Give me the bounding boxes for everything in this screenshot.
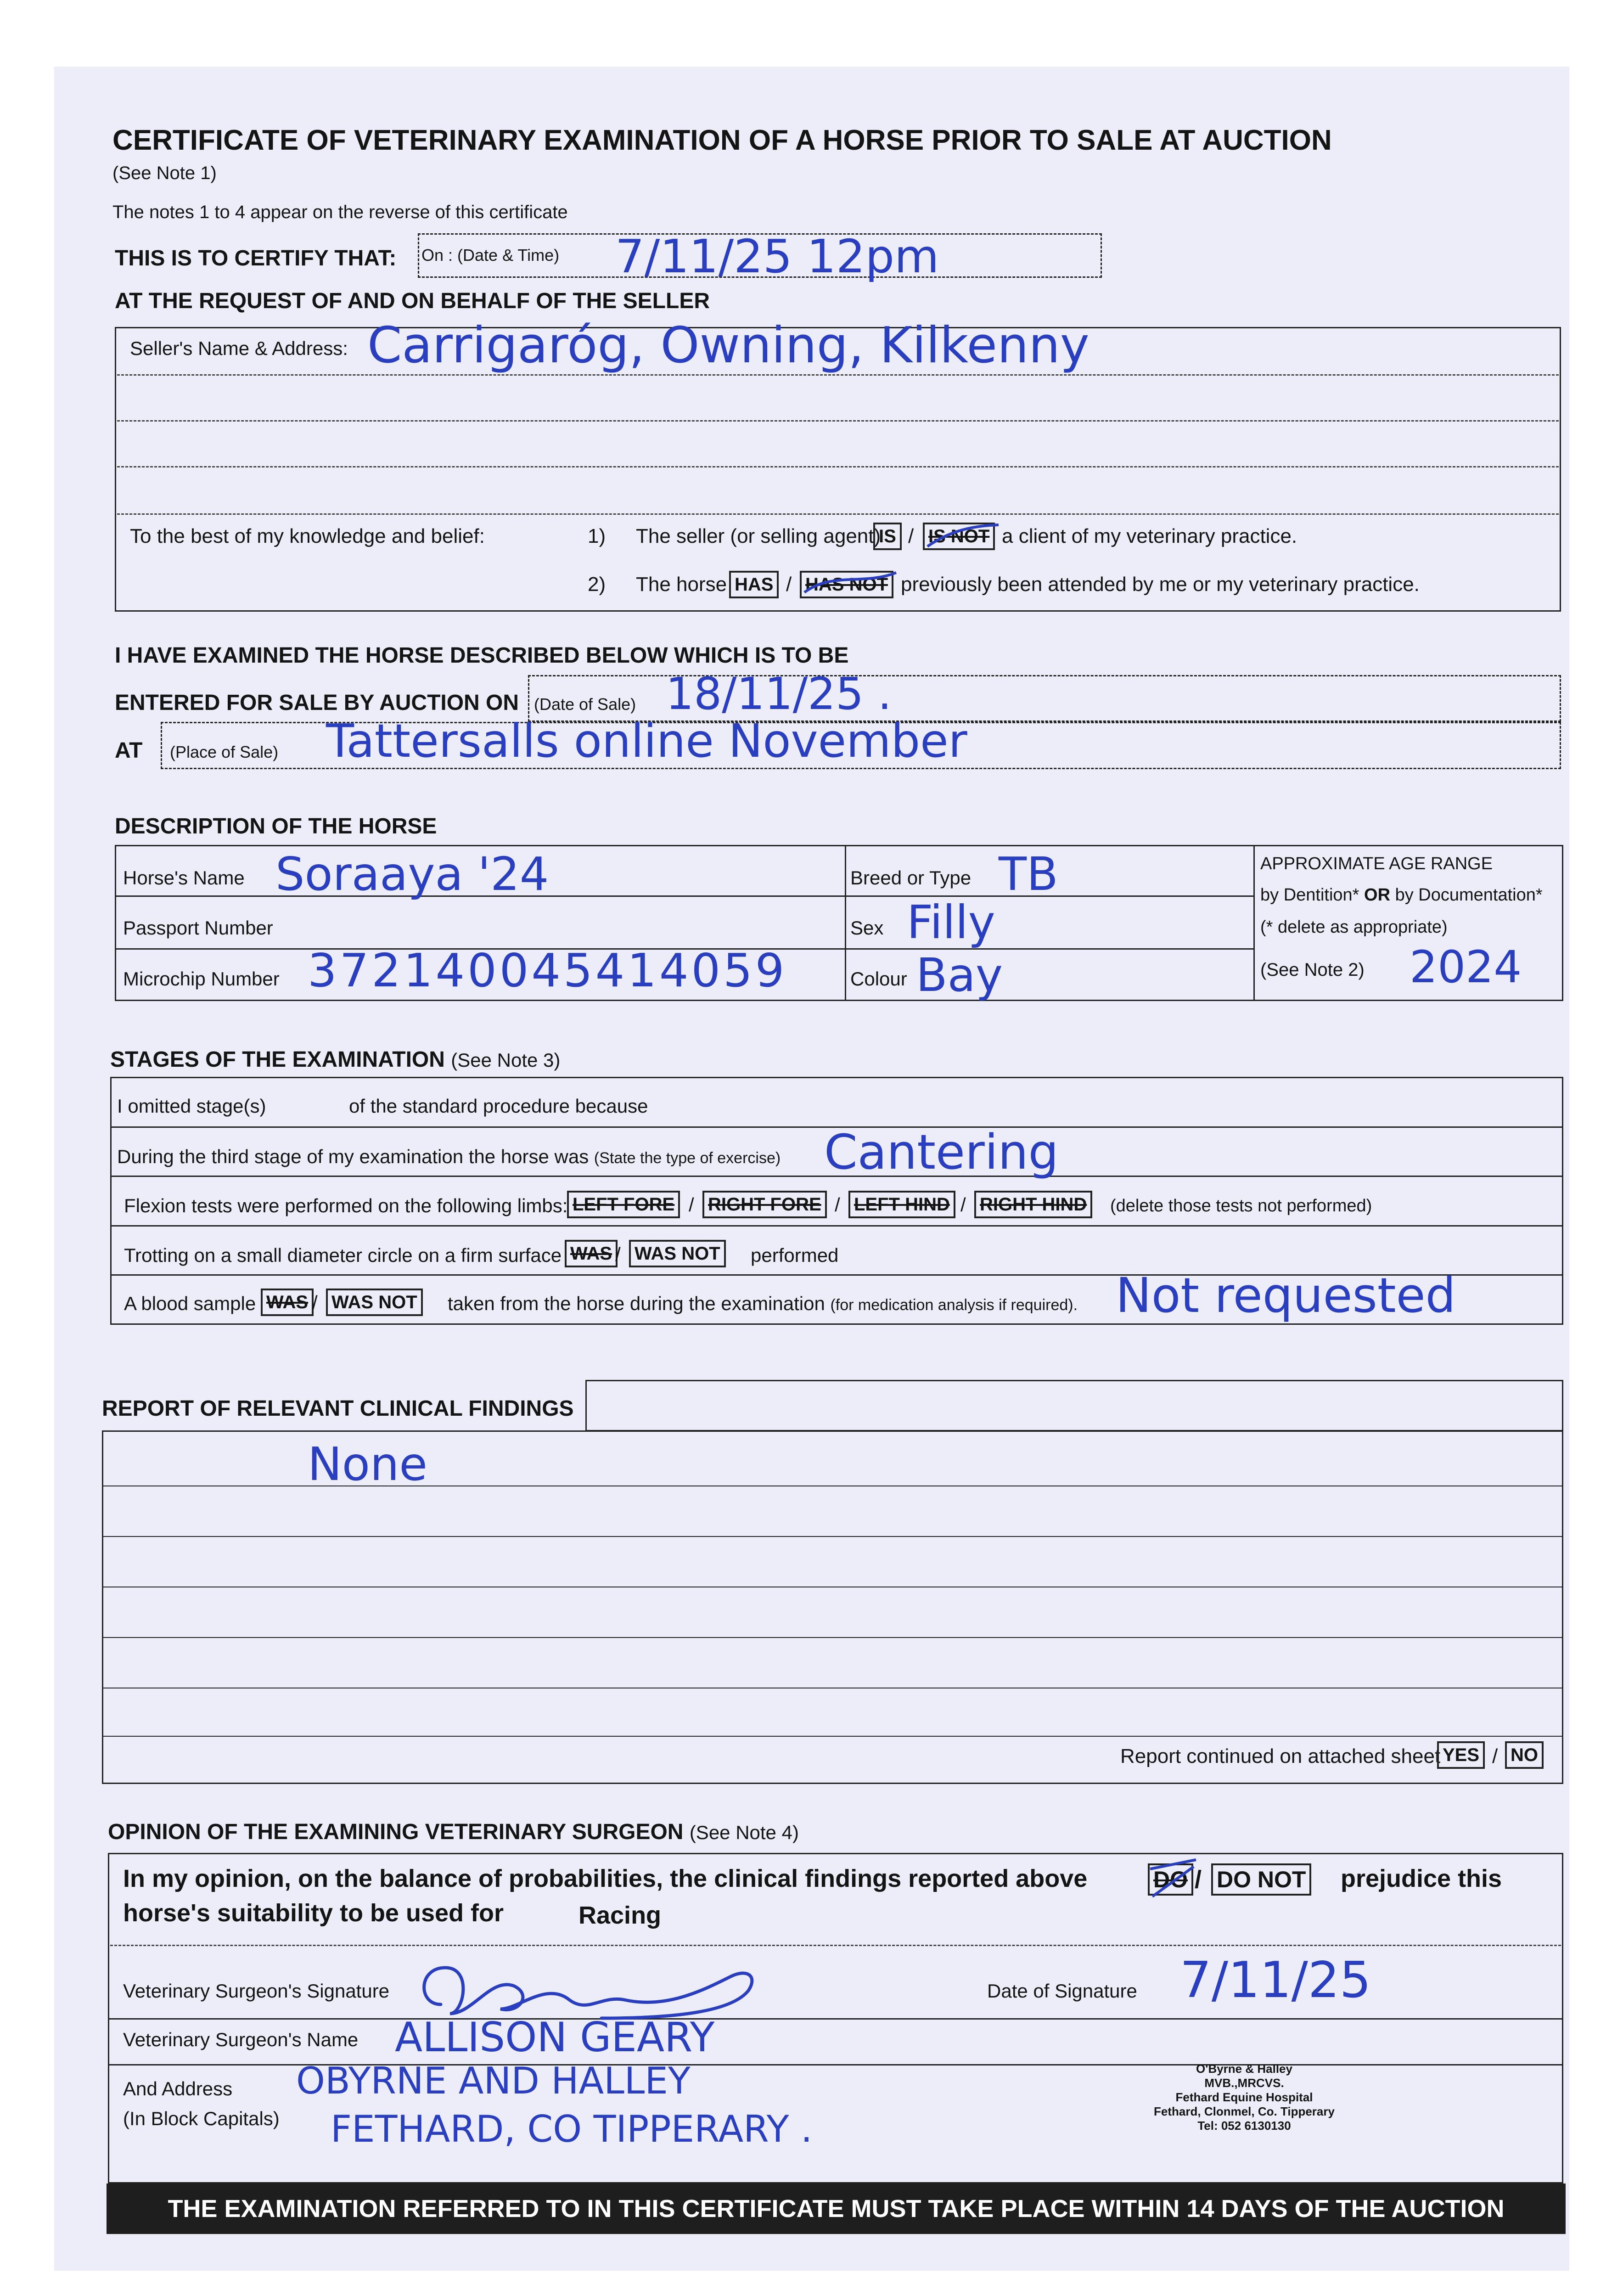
certify-label: THIS IS TO CERTIFY THAT: (115, 246, 397, 270)
report-heading-field (585, 1380, 1563, 1431)
flexion-label: Flexion tests were performed on the following limbs: (124, 1195, 568, 1216)
horse-has-not-option[interactable]: HAS NOT (800, 571, 893, 598)
item1-text: The seller (or selling agent) (636, 525, 881, 547)
sale-date-label: (Date of Sale) (534, 695, 636, 714)
age-see-note: (See Note 2) (1260, 960, 1365, 980)
see-note-1: (See Note 1) (112, 163, 217, 183)
colour-label: Colour (850, 968, 907, 990)
stamp-line-4: Fethard, Clonmel, Co. Tipperary (1154, 2105, 1335, 2118)
client-is-option[interactable]: IS (873, 523, 902, 550)
report-line-6 (102, 1736, 1563, 1737)
omitted-label: I omitted stage(s) (117, 1095, 266, 1117)
opinion-separator: / (1195, 1866, 1202, 1893)
date-signature-value[interactable]: 7/11/25 (1180, 1952, 1371, 2009)
continued-yes-option[interactable]: YES (1437, 1741, 1485, 1769)
item1-number: 1) (588, 525, 606, 547)
continued-no-option[interactable]: NO (1505, 1741, 1544, 1769)
item2-separator: / (786, 573, 792, 596)
stamp-line-5: Tel: 052 6130130 (1197, 2119, 1291, 2133)
seller-line-1 (117, 374, 1559, 376)
limb-left-hind[interactable]: LEFT HIND (848, 1191, 955, 1218)
entered-label: ENTERED FOR SALE BY AUCTION ON (115, 691, 519, 715)
at-label: AT (115, 738, 143, 763)
date-time-value: 7/11/25 12pm (615, 230, 939, 283)
breed-value[interactable]: TB (999, 847, 1058, 901)
item1-tail: a client of my veterinary practice. (1002, 525, 1297, 547)
sale-date-value: 18/11/25 . (666, 668, 892, 720)
sale-heading: I HAVE EXAMINED THE HORSE DESCRIBED BELOW WHICH IS TO BE (115, 643, 849, 668)
item2-number: 2) (588, 573, 606, 596)
report-line-2 (102, 1536, 1563, 1537)
report-line-4 (102, 1637, 1563, 1638)
description-heading: DESCRIPTION OF THE HORSE (115, 814, 437, 838)
opinion-dash-line (110, 1945, 1561, 1946)
seller-address-value[interactable]: Carrigaróg, Owning, Kilkenny (367, 317, 1089, 374)
trot-was-not-option[interactable]: WAS NOT (629, 1240, 726, 1267)
practice-stamp (1148, 2062, 1341, 2133)
seller-line-4 (117, 513, 1559, 515)
microchip-label: Microchip Number (123, 968, 280, 990)
address-label-2: (In Block Capitals) (123, 2108, 280, 2129)
address-line-1[interactable]: OBYRNE AND HALLEY (296, 2060, 691, 2102)
omitted-tail: of the standard procedure because (349, 1095, 648, 1117)
limb-right-hind[interactable]: RIGHT HIND (974, 1191, 1092, 1218)
trot-separator: / (615, 1244, 621, 1265)
blood-was-option[interactable]: WAS (261, 1289, 314, 1316)
sex-value[interactable]: Filly (907, 895, 995, 949)
blood-separator: / (312, 1292, 318, 1313)
exercise-value[interactable]: Cantering (824, 1124, 1059, 1180)
blood-was-not-option[interactable]: WAS NOT (326, 1289, 423, 1316)
address-line-2[interactable]: FETHARD, CO TIPPERARY . (331, 2108, 813, 2150)
notes-reference: The notes 1 to 4 appear on the reverse of this certificate (112, 202, 568, 222)
stamp-line-1: O'Byrne & Halley (1196, 2062, 1292, 2076)
trot-was-option[interactable]: WAS (565, 1240, 618, 1267)
vet-name-value[interactable]: ALLISON GEARY (395, 2014, 715, 2061)
limb-separator-2: / (835, 1194, 840, 1216)
trot-label: Trotting on a small diameter circle on a firm surface (124, 1244, 562, 1266)
opinion-line-2: horse's suitability to be used for (123, 1899, 504, 1927)
age-range-title: APPROXIMATE AGE RANGE (1260, 854, 1493, 873)
breed-label: Breed or Type (850, 867, 972, 889)
passport-label: Passport Number (123, 917, 273, 939)
sale-place-label: (Place of Sale) (170, 743, 279, 761)
opinion-do-not-option[interactable]: DO NOT (1211, 1863, 1311, 1896)
desc-divider-1 (845, 845, 846, 1001)
client-is-not-option[interactable]: IS NOT (923, 523, 995, 550)
footer-banner (107, 2183, 1566, 2234)
seller-line-2 (117, 420, 1559, 422)
item1-separator: / (908, 525, 914, 547)
stages-heading: STAGES OF THE EXAMINATION (See Note 3) (110, 1047, 561, 1072)
limb-separator-3: / (960, 1194, 966, 1216)
opinion-line-1-tail: prejudice this (1341, 1865, 1502, 1892)
continued-separator: / (1492, 1745, 1498, 1767)
date-time-label: On : (Date & Time) (421, 246, 560, 264)
footer-banner-text: THE EXAMINATION REFERRED TO IN THIS CERTIFICATE MUST TAKE PLACE WITHIN 14 DAYS OF THE AUCTION (168, 2195, 1505, 2223)
report-heading: REPORT OF RELEVANT CLINICAL FINDINGS (102, 1396, 574, 1421)
opinion-line-1: In my opinion, on the balance of probabilities, the clinical findings reported above (123, 1865, 1088, 1892)
blood-tail: taken from the horse during the examination (for medication analysis if required). (448, 1293, 1078, 1314)
age-value[interactable]: 2024 (1410, 941, 1522, 993)
sale-place-value: Tattersalls online November (326, 714, 967, 768)
limb-right-fore[interactable]: RIGHT FORE (702, 1191, 827, 1218)
age-range-line2: by Dentition* OR by Documentation* (1260, 885, 1543, 905)
stage-row-line-3 (110, 1225, 1563, 1227)
vet-name-label: Veterinary Surgeon's Name (123, 2029, 359, 2050)
limb-separator-1: / (689, 1194, 694, 1216)
address-label: And Address (123, 2078, 233, 2099)
horse-has-option[interactable]: HAS (729, 571, 779, 598)
limb-left-fore[interactable]: LEFT FORE (567, 1191, 680, 1218)
colour-value[interactable]: Bay (916, 948, 1003, 1002)
signature-label: Veterinary Surgeon's Signature (123, 1980, 390, 2002)
opinion-line-sig (108, 2018, 1563, 2020)
seller-line-3 (117, 466, 1559, 467)
intended-use-value[interactable]: Racing (578, 1902, 662, 1929)
opinion-heading: OPINION OF THE EXAMINING VETERINARY SURGEON (See Note 4) (108, 1820, 799, 1844)
date-signature-label: Date of Signature (987, 1980, 1137, 2002)
third-stage-label: During the third stage of my examination the horse was (State the type of exercise) (117, 1146, 781, 1167)
seller-label: Seller's Name & Address: (130, 338, 348, 359)
sex-label: Sex (850, 917, 884, 939)
blood-label: A blood sample (124, 1293, 256, 1314)
knowledge-label: To the best of my knowledge and belief: (130, 525, 485, 547)
item2-tail: previously been attended by me or my veterinary practice. (901, 573, 1420, 596)
flexion-tail: (delete those tests not performed) (1110, 1196, 1372, 1216)
horse-name-label: Horse's Name (123, 867, 245, 889)
trot-tail: performed (751, 1244, 839, 1266)
horse-name-value[interactable]: Soraaya '24 (275, 847, 549, 901)
continued-label: Report continued on attached sheet (1120, 1745, 1441, 1767)
item2-text: The horse (636, 573, 727, 596)
blood-value[interactable]: Not requested (1116, 1267, 1456, 1323)
page-title: CERTIFICATE OF VETERINARY EXAMINATION OF A HORSE PRIOR TO SALE AT AUCTION (112, 124, 1332, 156)
stamp-line-2: MVB.,MRCVS. (1204, 2076, 1284, 2090)
opinion-do-option[interactable]: DO (1148, 1863, 1193, 1896)
seller-request-heading: AT THE REQUEST OF AND ON BEHALF OF THE SELLER (115, 289, 710, 313)
stamp-line-3: Fethard Equine Hospital (1175, 2090, 1313, 2104)
report-value: None (308, 1437, 427, 1491)
desc-divider-2 (1253, 845, 1255, 1001)
age-range-note: (* delete as appropriate) (1260, 917, 1448, 937)
microchip-value[interactable]: 372140045414059 (308, 944, 787, 997)
